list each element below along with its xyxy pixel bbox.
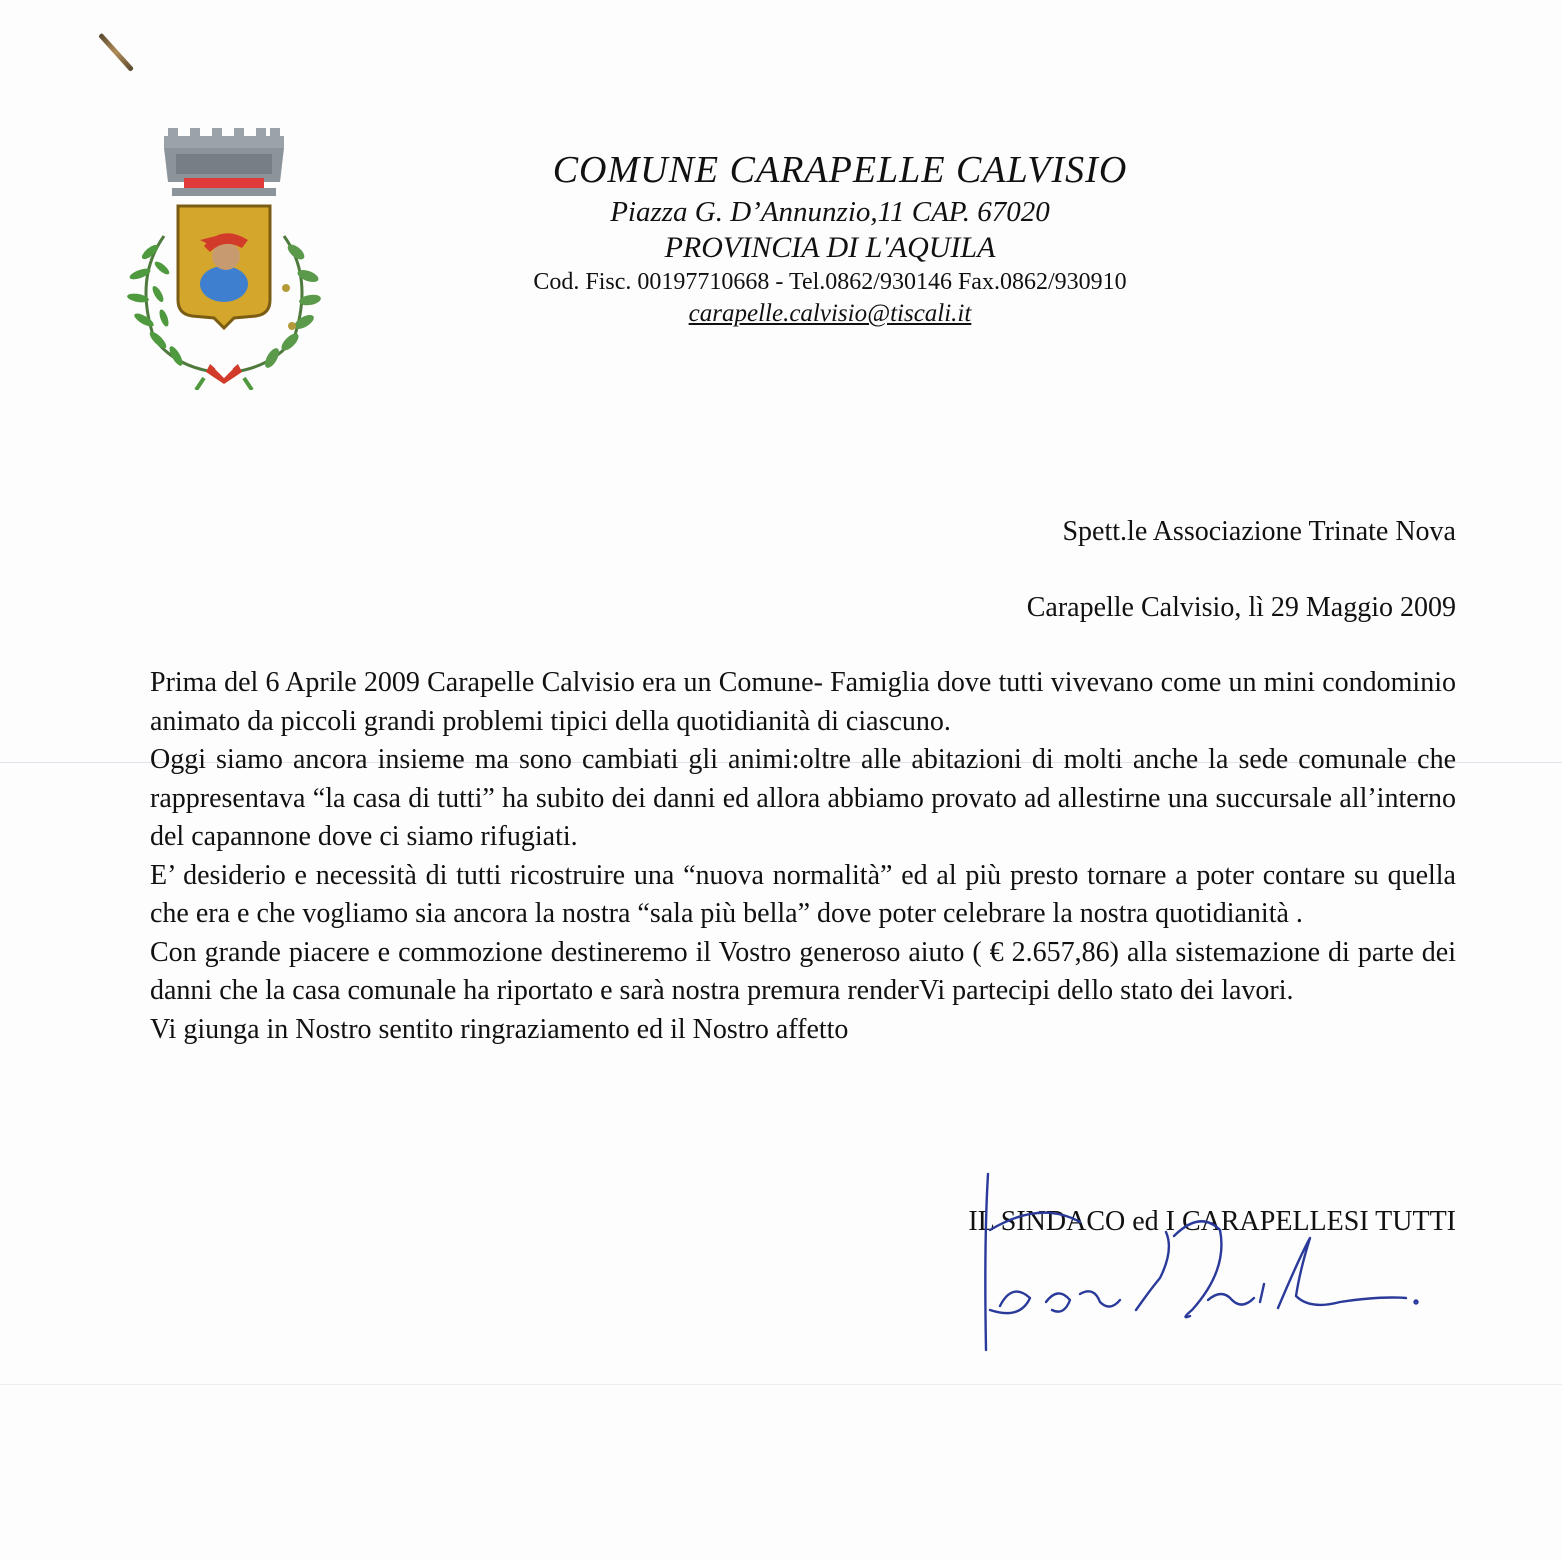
handwritten-signature xyxy=(960,1160,1430,1360)
recipient-line: Spett.le Associazione Trinate Nova xyxy=(1062,516,1456,547)
body-paragraph: Oggi siamo ancora insieme ma sono cambiati gli animi:oltre alle abitazioni di molti anche la sede comunale che rappresentava “la casa di tutti” ha subito dei danni ed allora abbiamo provato ad allestirne una succursale all’interno del capannone dove ci siamo rifugiati. xyxy=(150,744,1456,852)
tricolor-ribbon-icon xyxy=(196,364,252,390)
municipality-province: PROVINCIA DI L'AQUILA xyxy=(664,231,996,264)
scan-artifact-line xyxy=(0,1384,1562,1385)
body-paragraph: Prima del 6 Aprile 2009 Carapelle Calvisio era un Comune- Famiglia dove tutti vivevano come un mini condominio animato da piccoli grandi problemi tipici della quotidianità di ciascuno. xyxy=(150,667,1456,737)
body-paragraph: Con grande piacere e commozione destineremo il Vostro generoso aiuto ( € 2.657,86) alla sistemazione di parte dei danni che la casa comunale ha riportato e sarà nostra premura renderVi partecipi dello stato dei lavori. xyxy=(150,936,1456,1006)
closing-signature-line: IL SINDACO ed I CARAPELLESI TUTTI xyxy=(968,1206,1456,1237)
letterhead xyxy=(380,148,1280,328)
municipality-contacts: Cod. Fisc. 00197710668 - Tel.0862/930146 Fax.0862/930910 xyxy=(533,269,1127,295)
date-line: Carapelle Calvisio, lì 29 Maggio 2009 xyxy=(1026,592,1456,623)
municipality-address: Piazza G. D’Annunzio,11 CAP. 67020 xyxy=(610,196,1050,228)
body-paragraph: Vi giunga in Nostro sentito ringraziamento ed il Nostro affetto xyxy=(150,1013,849,1045)
shield-icon xyxy=(178,206,270,328)
crown-icon xyxy=(164,128,284,196)
letter-body xyxy=(150,664,1456,1049)
municipality-name: COMUNE CARAPELLE CALVISIO xyxy=(552,149,1128,191)
staple-mark xyxy=(98,33,134,72)
municipal-coat-of-arms xyxy=(124,128,324,390)
body-paragraph: E’ desiderio e necessità di tutti ricostruire una “nuova normalità” ed al più presto tornare a poter contare su quella che era e che vogliamo sia ancora la nostra “sala più bella” dove poter celebrare la nostra quotidianità . xyxy=(150,859,1456,929)
municipality-email: carapelle.calvisio@tiscali.it xyxy=(688,300,972,327)
